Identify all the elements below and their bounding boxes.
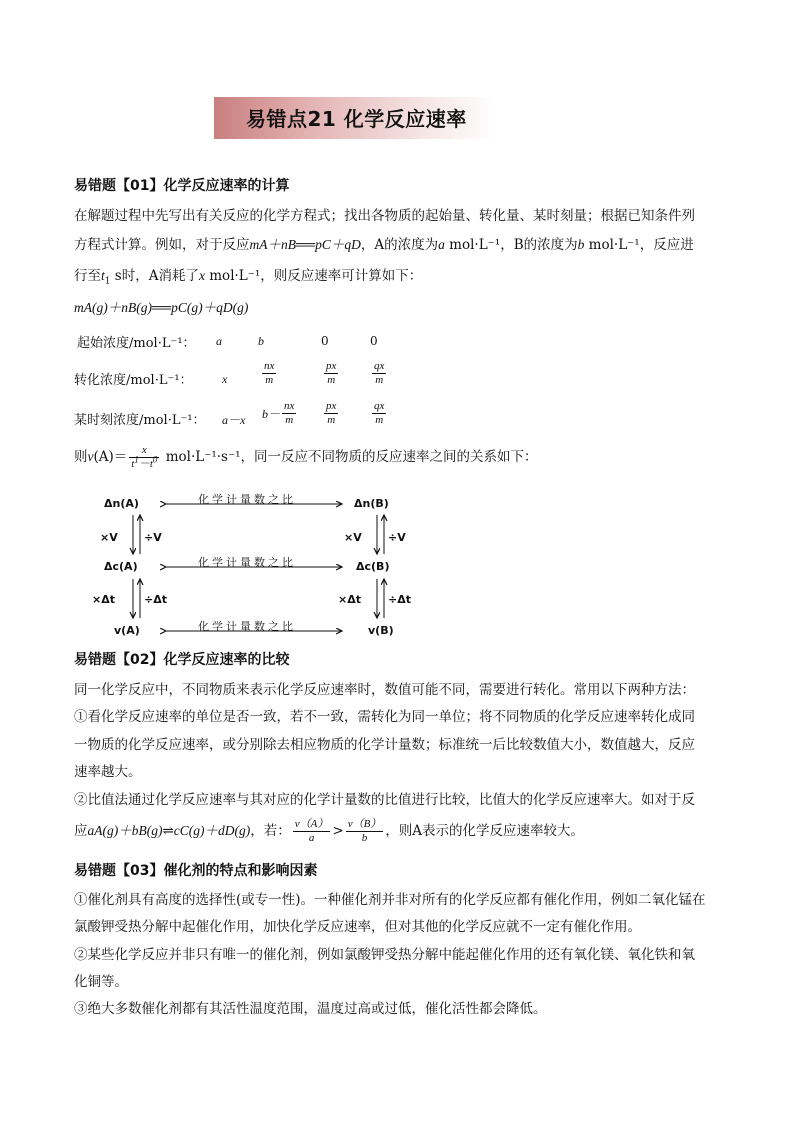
cell-change-px: $\frac{px}{m}$ <box>326 360 337 386</box>
sec1-line3: 行至$t_1$ s时，A消耗了x mol·L⁻¹，则反应速率可计算如下： <box>74 268 423 287</box>
page-title: 易错点21 化学反应速率 <box>246 107 467 131</box>
sec2-line1: 同一化学反应中，不同物质来表示化学反应速率时，数值可能不同，需要进行转化。常用以下两种方法： <box>74 682 695 698</box>
ratio-label-top: 化学计量数之比 <box>198 493 296 506</box>
section-3-heading: 易错题【03】催化剂的特点和影响因素 <box>74 863 318 879</box>
rate-formula: 则v(A)＝ $\frac{x}{t^1-t^0}$ mol·L⁻¹·s⁻¹，同一反应不同物质的反应速率之间的关系如下： <box>74 444 538 470</box>
label-div-v-left: ÷V <box>144 531 162 544</box>
cell-initial-b: b <box>258 334 264 348</box>
ratio-label-bottom: 化学计量数之比 <box>198 620 296 633</box>
sec2-line4: 速率越大。 <box>74 764 142 780</box>
node-dn-a: Δn(A) <box>104 497 139 510</box>
sec2-line3: 一物质的化学反应速率，或分别除去相应物质的化学计量数；标准统一后比较数值大小，数值越大，反应 <box>74 737 695 753</box>
label-times-dt-right: ×Δt <box>338 593 361 606</box>
label-times-v-left: ×V <box>100 531 118 544</box>
label-div-v-right: ÷V <box>388 531 406 544</box>
row-moment-label: 某时刻浓度/mol·L⁻¹： <box>74 413 206 428</box>
cell-moment-b: b－ $\frac{nx}{m}$ <box>262 400 295 426</box>
sec2-line6: 应aA(g)＋bB(g)⇌cC(g)＋dD(g)，若： $\frac{v(A)}{a}$ > $\frac{v(B)}{b}$ ，则A表示的化学反应速率较大。 <box>74 818 585 844</box>
node-v-a: v(A) <box>114 624 140 637</box>
row-initial-label: 起始浓度/mol·L⁻¹： <box>77 336 196 351</box>
sec3-line1: ①催化剂具有高度的选择性(或专一性)。一种催化剂并非对所有的化学反应都有催化作用，例如二氧化锰在 <box>74 892 706 908</box>
sec2-line5: ②比值法通过化学反应速率与其对应的化学计量数的比值进行比较，比值大的化学反应速率大。如对于反 <box>74 792 695 808</box>
sec2-line2: ①看化学反应速率的单位是否一致，若不一致，需转化为同一单位；将不同物质的化学反应速率转化成同 <box>74 709 695 725</box>
cell-moment-px: $\frac{px}{m}$ <box>326 400 337 426</box>
reaction-equation: mA(g)＋nB(g)══pC(g)＋qD(g) <box>74 300 249 315</box>
label-div-dt-left: ÷Δt <box>144 593 167 606</box>
row-change-label: 转化浓度/mol·L⁻¹： <box>74 373 193 388</box>
cell-initial-c: 0 <box>321 334 329 348</box>
cell-initial-d: 0 <box>370 334 378 348</box>
node-v-b: v(B) <box>368 624 394 637</box>
node-dc-a: Δc(A) <box>104 560 138 573</box>
cell-change-x: x <box>222 372 228 386</box>
section-2-heading: 易错题【02】化学反应速率的比较 <box>74 652 290 668</box>
section-1-heading: 易错题【01】化学反应速率的计算 <box>74 178 290 194</box>
sec3-line5: ③绝大多数催化剂都有其活性温度范围，温度过高或过低，催化活性都会降低。 <box>74 1001 547 1017</box>
cell-change-qx: $\frac{qx}{m}$ <box>374 360 385 386</box>
sec1-line1: 在解题过程中先写出有关反应的化学方程式；找出各物质的起始量、转化量、某时刻量；根据已知条件列 <box>74 208 695 224</box>
cell-change-nx: $\frac{nx}{m}$ <box>264 360 275 386</box>
label-times-v-right: ×V <box>344 531 362 544</box>
cell-moment-a: a－x <box>222 413 246 427</box>
sec3-line2: 氯酸钾受热分解中起催化作用，加快化学反应速率，但对其他的化学反应就不一定有催化作用。 <box>74 919 641 935</box>
cell-moment-qx: $\frac{qx}{m}$ <box>374 400 385 426</box>
node-dc-b: Δc(B) <box>356 560 390 573</box>
sec3-line4: 化铜等。 <box>74 974 128 990</box>
sec3-line3: ②某些化学反应并非只有唯一的催化剂，例如氯酸钾受热分解中能起催化作用的还有氧化镁、氧化铁和氧 <box>74 947 695 963</box>
node-dn-b: Δn(B) <box>354 497 389 510</box>
label-div-dt-right: ÷Δt <box>388 593 411 606</box>
ratio-label-middle: 化学计量数之比 <box>198 556 296 569</box>
sec1-line2: 方程式计算。例如，对于反应mA＋nB══pC＋qD，A的浓度为a mol·L⁻¹，B的浓度为b mol·L⁻¹，反应进 <box>74 237 694 253</box>
label-times-dt-left: ×Δt <box>92 593 115 606</box>
cell-initial-a: a <box>216 334 222 348</box>
